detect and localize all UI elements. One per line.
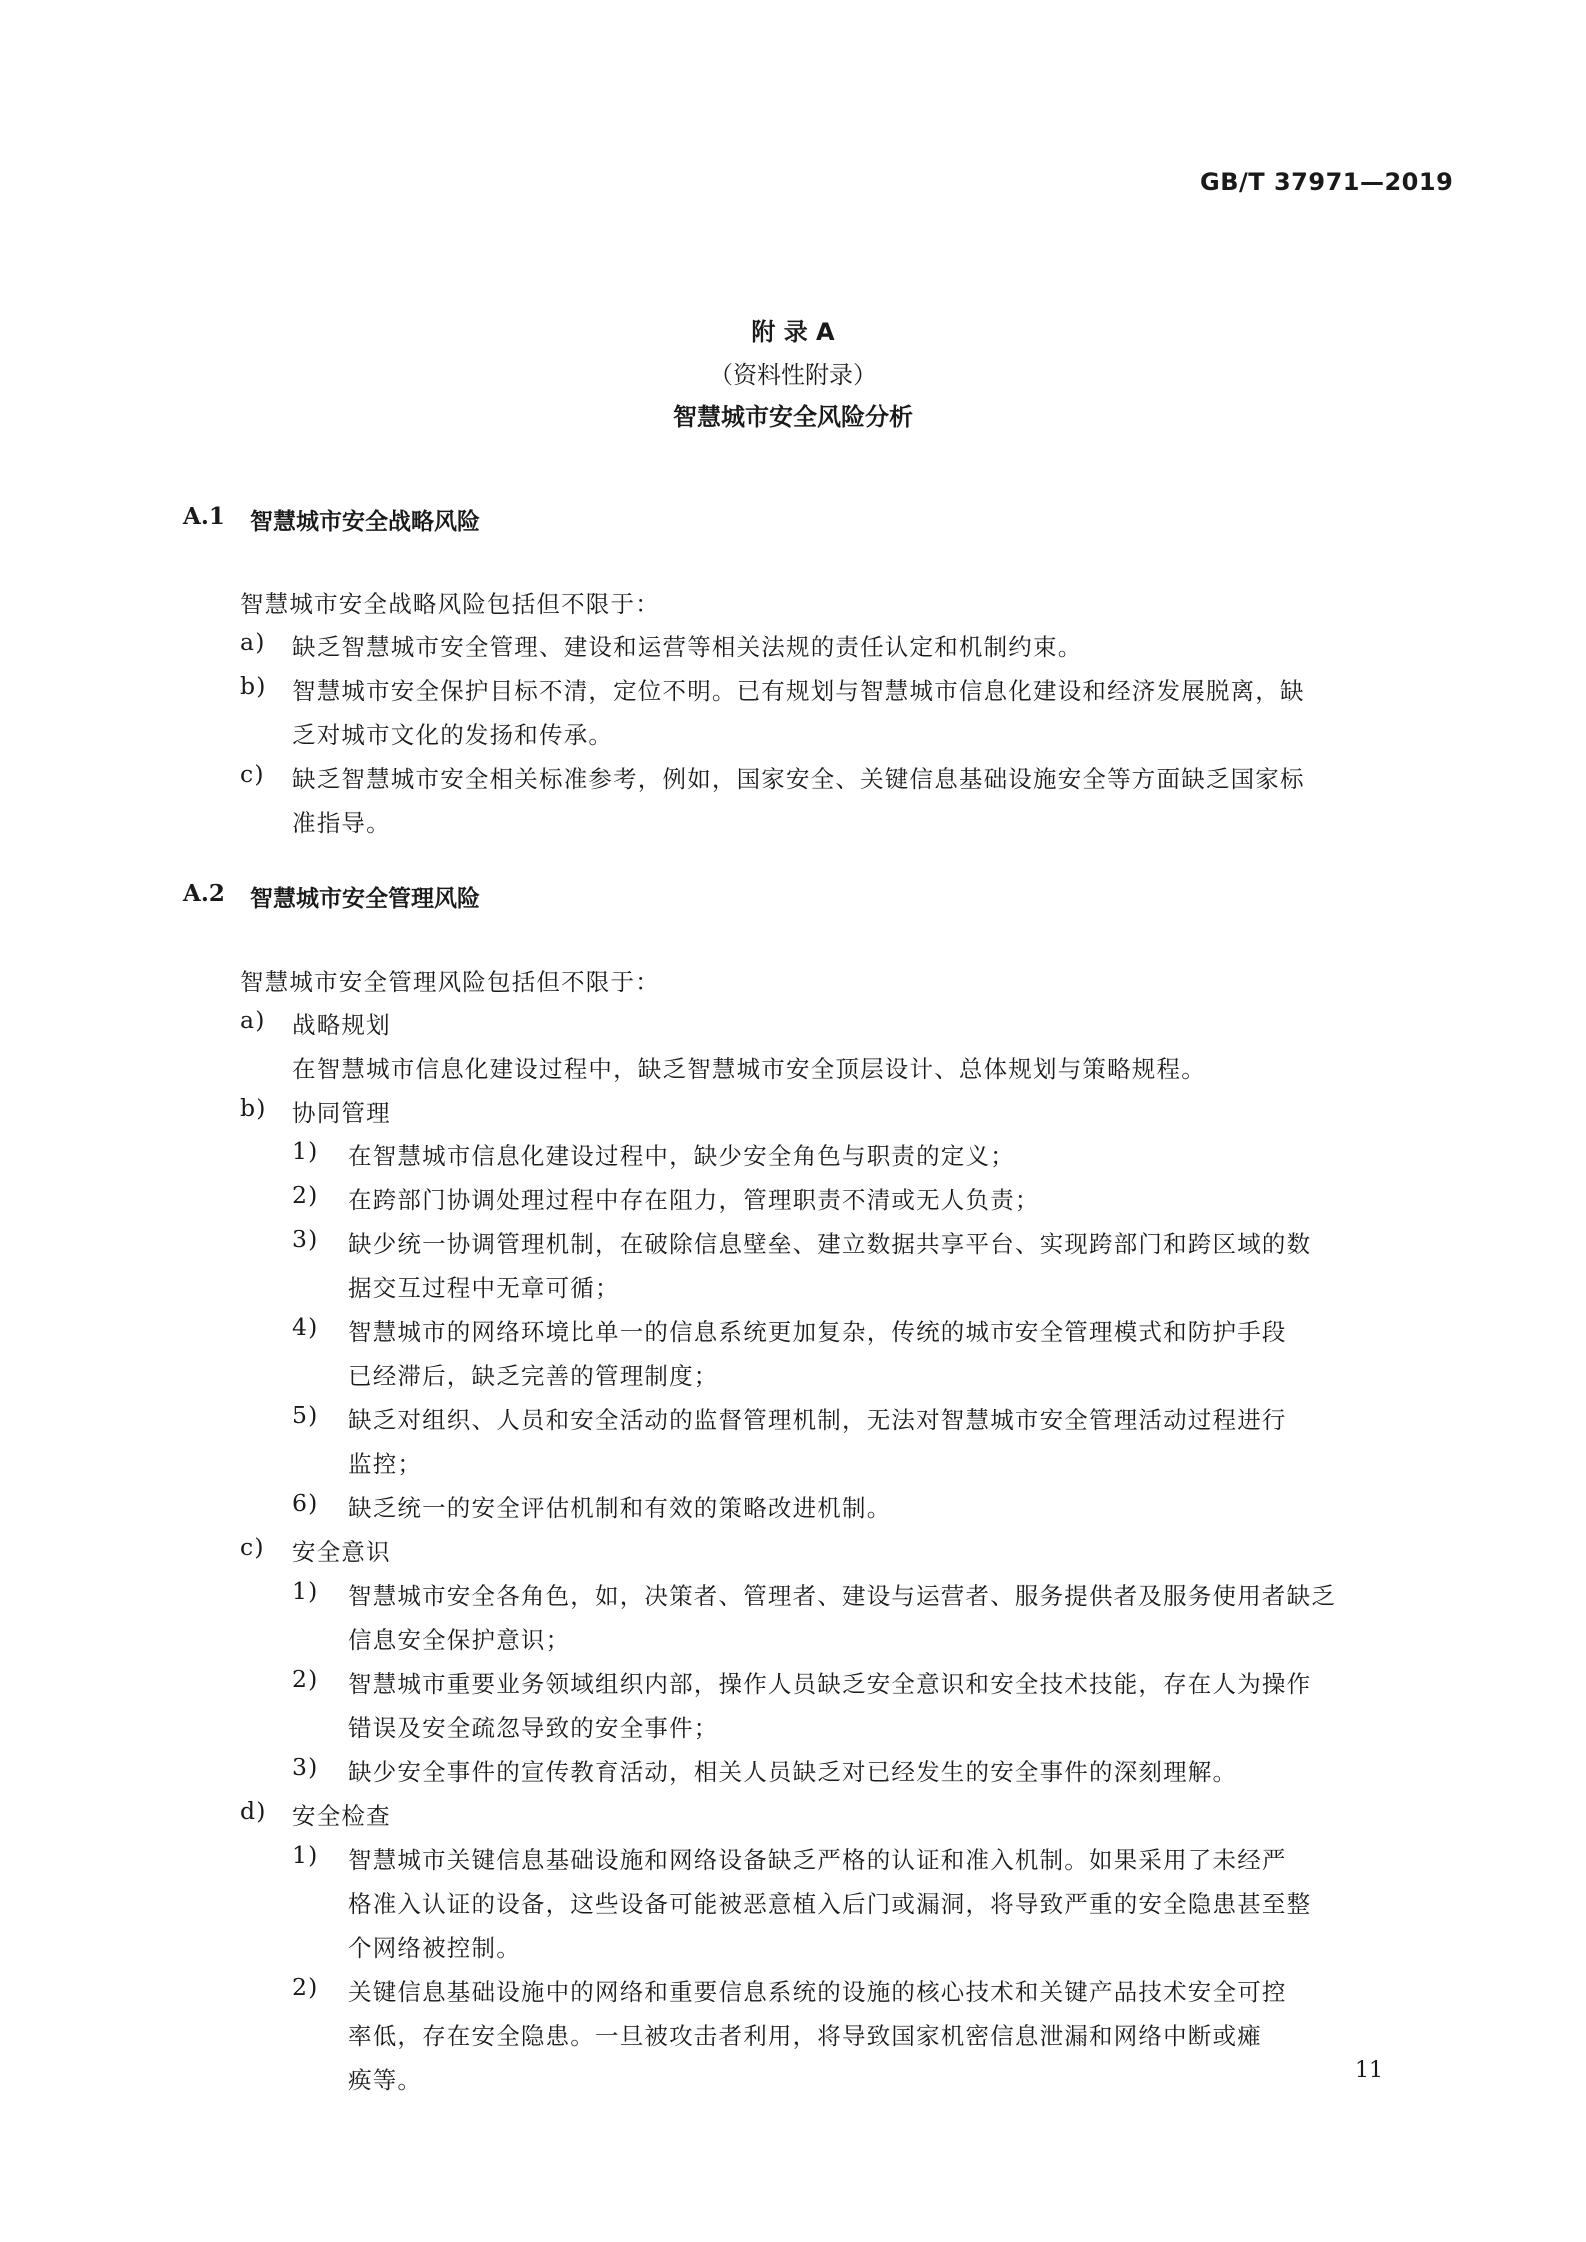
sublist-label: 4) [292, 1313, 319, 1341]
page-number: 11 [1355, 2058, 1383, 2083]
sublist-text: 信息安全保护意识； [348, 1626, 571, 1654]
list-label: c) [240, 760, 265, 788]
appendix-title: 智慧城市安全风险分析 [673, 403, 913, 431]
list-item-text: 在智慧城市信息化建设过程中，缺乏智慧城市安全顶层设计、总体规划与策略规程。 [292, 1055, 1206, 1083]
sublist-text: 格准入认证的设备，这些设备可能被恶意植入后门或漏洞，将导致严重的安全隐患甚至整 [348, 1890, 1312, 1918]
list-item-title: 安全意识 [292, 1538, 391, 1566]
list-label: d) [240, 1797, 267, 1825]
sublist-label: 1) [292, 1841, 319, 1869]
sublist-text: 智慧城市安全各角色，如，决策者、管理者、建设与运营者、服务提供者及服务使用者缺乏 [348, 1582, 1336, 1610]
list-item-text: 乏对城市文化的发扬和传承。 [292, 721, 614, 749]
appendix-label: 附 录 A [751, 318, 835, 346]
sublist-text: 关键信息基础设施中的网络和重要信息系统的设施的核心技术和关键产品技术安全可控 [348, 1978, 1287, 2006]
sublist-text: 智慧城市关键信息基础设施和网络设备缺乏严格的认证和准入机制。如果采用了未经严 [348, 1846, 1287, 1874]
list-item-text: 缺乏智慧城市安全管理、建设和运营等相关法规的责任认定和机制约束。 [292, 633, 1083, 661]
sublist-text: 据交互过程中无章可循； [348, 1274, 620, 1302]
standard-number: GB/T 37971—2019 [1200, 168, 1454, 196]
list-label: a) [240, 1006, 266, 1034]
sublist-text: 智慧城市的网络环境比单一的信息系统更加复杂，传统的城市安全管理模式和防护手段 [348, 1318, 1287, 1346]
sublist-text: 缺乏对组织、人员和安全活动的监督管理机制，无法对智慧城市安全管理活动过程进行 [348, 1406, 1287, 1434]
sublist-text: 缺少统一协调管理机制，在破除信息壁垒、建立数据共享平台、实现跨部门和跨区域的数 [348, 1230, 1312, 1258]
section-number: A.2 [183, 880, 225, 907]
sublist-text: 智慧城市重要业务领域组织内部，操作人员缺乏安全意识和安全技术技能，存在人为操作 [348, 1670, 1312, 1698]
sublist-label: 6) [292, 1489, 319, 1517]
sublist-text: 痪等。 [348, 2066, 423, 2094]
sublist-label: 2) [292, 1973, 319, 2001]
sublist-text: 监控； [348, 1450, 423, 1478]
sublist-label: 3) [292, 1753, 319, 1781]
list-label: c) [240, 1533, 265, 1561]
sublist-text: 缺少安全事件的宣传教育活动，相关人员缺乏对已经发生的安全事件的深刻理解。 [348, 1758, 1238, 1786]
section-number: A.1 [183, 503, 225, 530]
sublist-label: 1) [292, 1577, 319, 1605]
list-item-title: 安全检查 [292, 1802, 391, 1830]
sublist-text: 在跨部门协调处理过程中存在阻力，管理职责不清或无人负责； [348, 1186, 1040, 1214]
list-label: b) [240, 1094, 267, 1122]
sublist-text: 缺乏统一的安全评估机制和有效的策略改进机制。 [348, 1494, 892, 1522]
sublist-text: 个网络被控制。 [348, 1934, 521, 1962]
list-label: b) [240, 672, 267, 700]
list-item-text: 缺乏智慧城市安全相关标准参考，例如，国家安全、关键信息基础设施安全等方面缺乏国家标 [292, 765, 1305, 793]
sublist-label: 1) [292, 1137, 319, 1165]
list-item-title: 战略规划 [292, 1011, 391, 1039]
section-title: 智慧城市安全管理风险 [250, 886, 480, 912]
list-item-text: 准指导。 [292, 809, 391, 837]
list-label: a) [240, 628, 266, 656]
sublist-text: 错误及安全疏忽导致的安全事件； [348, 1714, 719, 1742]
sublist-text: 已经滞后，缺乏完善的管理制度； [348, 1362, 719, 1390]
list-item-title: 协同管理 [292, 1099, 391, 1127]
sublist-label: 2) [292, 1181, 319, 1209]
sublist-label: 5) [292, 1401, 319, 1429]
section-intro: 智慧城市安全战略风险包括但不限于： [240, 590, 660, 618]
sublist-label: 3) [292, 1225, 319, 1253]
sublist-text: 率低，存在安全隐患。一旦被攻击者利用，将导致国家机密信息泄漏和网络中断或瘫 [348, 2022, 1262, 2050]
sublist-text: 在智慧城市信息化建设过程中，缺少安全角色与职责的定义； [348, 1142, 1015, 1170]
list-item-text: 智慧城市安全保护目标不清，定位不明。已有规划与智慧城市信息化建设和经济发展脱离，缺 [292, 677, 1305, 705]
section-title: 智慧城市安全战略风险 [250, 509, 480, 535]
sublist-label: 2) [292, 1665, 319, 1693]
appendix-type: （资料性附录） [709, 361, 877, 389]
section-intro: 智慧城市安全管理风险包括但不限于： [240, 968, 660, 996]
